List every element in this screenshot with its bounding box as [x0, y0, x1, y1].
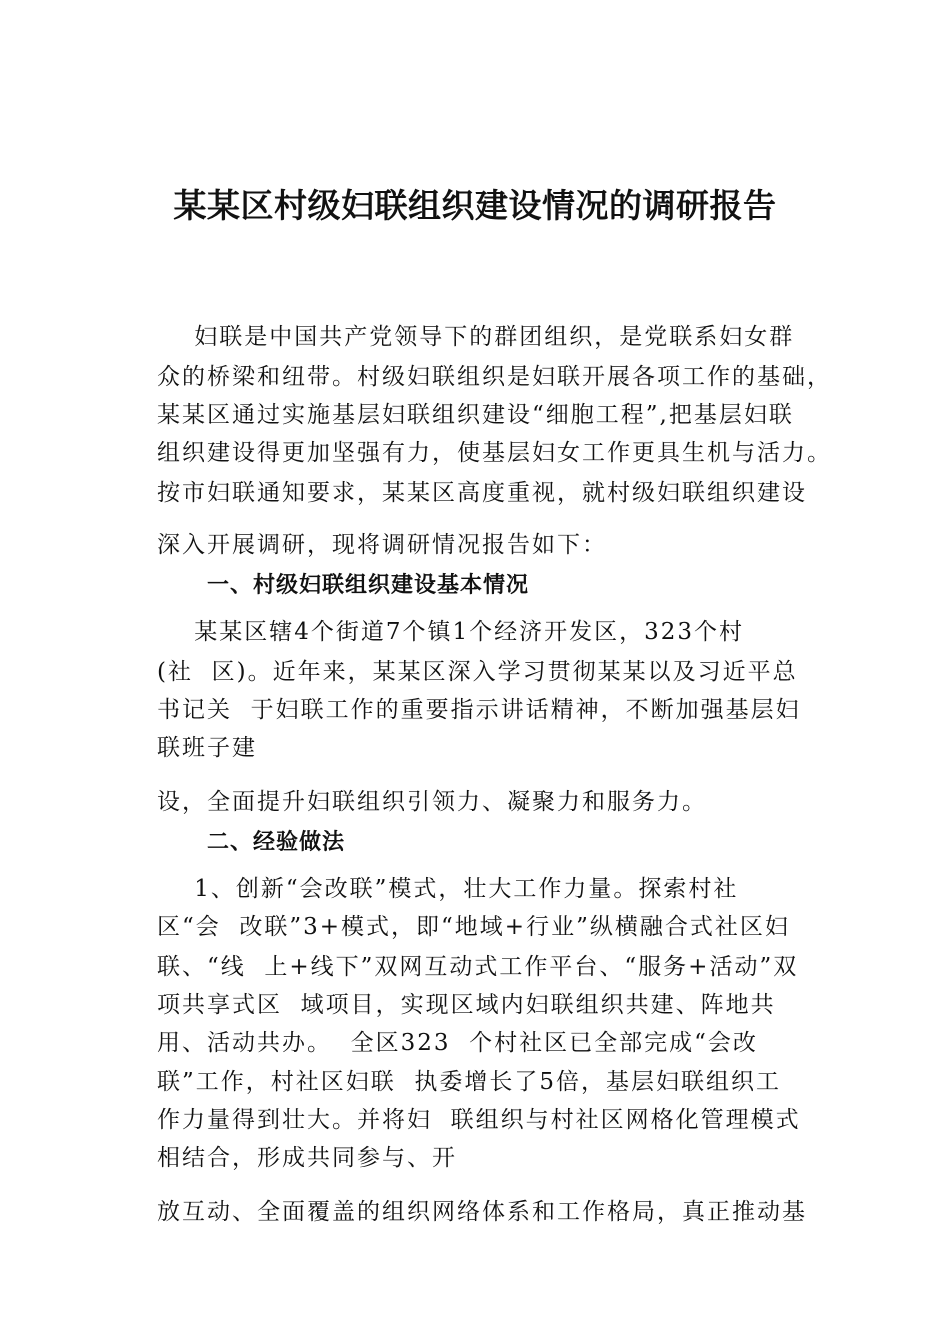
paragraph-line: 妇联是中国共产党领导下的群团组织，是党联系妇女群	[157, 324, 795, 350]
paragraph-line: 联”工作，村社区妇联 执委增长了5倍，基层妇联组织工	[157, 1069, 782, 1095]
paragraph-line: 深入开展调研，现将调研情况报告如下：	[157, 532, 607, 558]
paragraph-line: 区“会 改联”3+模式，即“地域+行业”纵横融合式社区妇	[157, 914, 790, 940]
paragraph-line: 组织建设得更加坚强有力，使基层妇女工作更具生机与活力。	[157, 440, 832, 466]
section-heading-1: 一、村级妇联组织建设基本情况	[207, 573, 530, 598]
paragraph-line: 作力量得到壮大。并将妇 联组织与村社区网格化管理模式	[157, 1107, 801, 1133]
paragraph-line: 某某区辖4个街道7个镇1个经济开发区，323个村	[157, 619, 745, 645]
paragraph-line: 众的桥梁和纽带。村级妇联组织是妇联开展各项工作的基础，	[157, 364, 832, 390]
paragraph-line: (社 区)。近年来，某某区深入学习贯彻某某以及习近平总	[157, 659, 798, 685]
paragraph-line: 联、“线 上+线下”双网互动式工作平台、“服务+活动”双	[157, 954, 799, 980]
paragraph-line: 联班子建	[157, 735, 257, 761]
paragraph-line: 按市妇联通知要求，某某区高度重视，就村级妇联组织建设	[157, 480, 807, 506]
paragraph-line: 项共享式区 域项目，实现区域内妇联组织共建、阵地共	[157, 992, 776, 1018]
document-title: 某某区村级妇联组织建设情况的调研报告	[173, 186, 777, 225]
paragraph-line: 1、创新“会改联”模式，壮大工作力量。探索村社	[157, 876, 739, 902]
paragraph-line: 设，全面提升妇联组织引领力、凝聚力和服务力。	[157, 789, 707, 815]
paragraph-line: 用、活动共办。 全区323 个村社区已全部完成“会改	[157, 1030, 758, 1056]
paragraph-line: 相结合，形成共同参与、开	[157, 1145, 457, 1171]
paragraph-line: 放互动、全面覆盖的组织网络体系和工作格局，真正推动基	[157, 1199, 807, 1225]
paragraph-line: 某某区通过实施基层妇联组织建设“细胞工程”,把基层妇联	[157, 402, 794, 428]
paragraph-line: 书记关 于妇联工作的重要指示讲话精神，不断加强基层妇	[157, 697, 801, 723]
section-heading-2: 二、经验做法	[207, 830, 346, 855]
